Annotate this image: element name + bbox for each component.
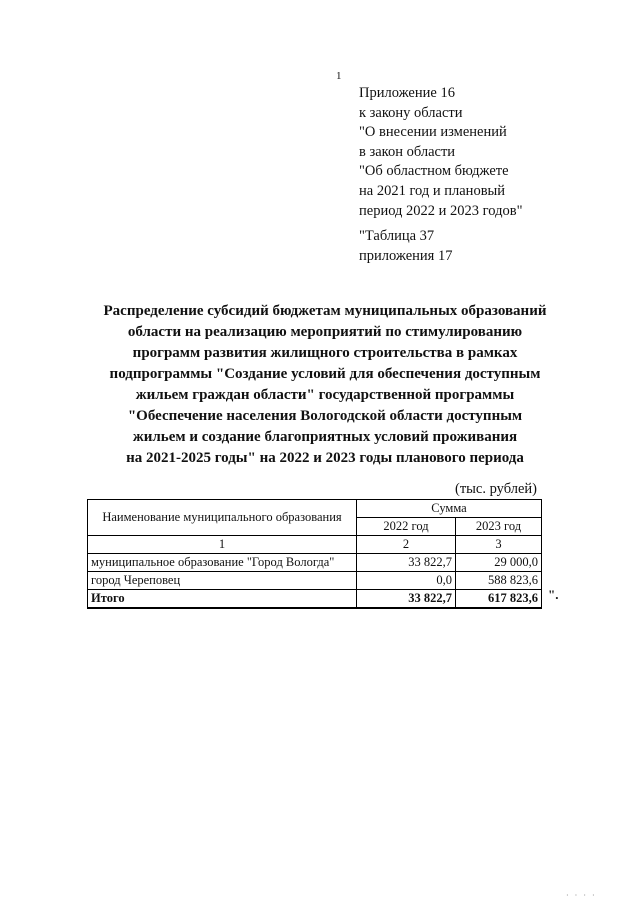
document-title — [60, 301, 590, 469]
page-number: 1 — [336, 70, 342, 82]
subsidy-table — [87, 499, 542, 609]
total-value-2023: 617 823,6 — [456, 590, 542, 609]
col-num: 1 — [88, 536, 357, 554]
table-colnum-row — [88, 536, 542, 554]
appendix-line: Приложение 16 — [359, 85, 455, 101]
total-value-2022: 33 822,7 — [357, 590, 456, 609]
table-row — [88, 572, 542, 590]
row-value-2023: 29 000,0 — [456, 554, 542, 572]
title-line: жильем граждан области" государственной программы — [135, 387, 515, 403]
title-line: жильем и создание благоприятных условий проживания — [132, 429, 518, 445]
appendix-header — [359, 84, 523, 266]
table-row — [88, 554, 542, 572]
header-sum: Сумма — [357, 500, 542, 518]
total-label: Итого — [88, 590, 357, 609]
appendix-line: "О внесении изменений — [359, 124, 507, 141]
table-reference — [359, 227, 523, 266]
col-num: 2 — [357, 536, 456, 554]
row-value-2022: 33 822,7 — [357, 554, 456, 572]
closing-quote: ". — [548, 587, 559, 602]
appendix-line: к закону области — [359, 104, 463, 121]
title-line: на 2021-2025 годы" на 2022 и 2023 годы планового периода — [126, 450, 524, 466]
table-ref-line: "Таблица 37 — [359, 228, 435, 245]
appendix-line: в закон области — [359, 143, 456, 160]
row-value-2023: 588 823,6 — [456, 572, 542, 590]
header-name: Наименование муниципального образования — [88, 500, 357, 536]
header-year-2023: 2023 год — [456, 518, 542, 536]
row-name: муниципальное образование "Город Вологда" — [88, 554, 357, 572]
col-num: 3 — [456, 536, 542, 554]
title-line: области на реализацию мероприятий по стимулированию — [127, 324, 523, 340]
appendix-line: на 2021 год и плановый — [359, 182, 506, 199]
title-line: программ развития жилищного строительства в рамках — [132, 345, 518, 361]
units-label: (тыс. рублей) — [455, 481, 537, 497]
row-name: город Череповец — [88, 572, 357, 590]
table-header-row — [88, 500, 542, 518]
title-line: подпрограммы "Создание условий для обеспечения доступным — [109, 366, 541, 382]
appendix-line: "Об областном бюджете — [359, 163, 509, 180]
footer-marks: · · · · — [566, 891, 597, 900]
appendix-line: период 2022 и 2023 годов" — [359, 202, 523, 219]
title-line: "Обеспечение населения Вологодской области доступным — [127, 408, 523, 424]
row-value-2022: 0,0 — [357, 572, 456, 590]
table-total-row — [88, 590, 542, 609]
header-year-2022: 2022 год — [357, 518, 456, 536]
title-line: Распределение субсидий бюджетам муниципальных образований — [103, 303, 547, 319]
table-ref-line: приложения 17 — [359, 247, 453, 264]
